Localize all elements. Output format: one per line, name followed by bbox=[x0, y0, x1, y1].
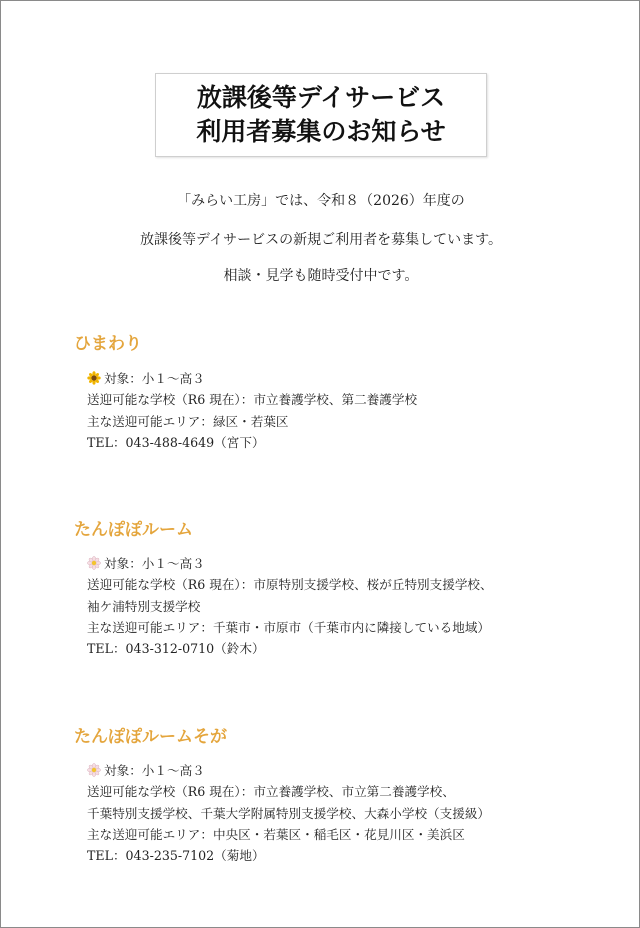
intro-line-3: 相談・見学も随時受付中です。 bbox=[223, 268, 419, 284]
intro-line-1: 「みらい工房」では、令和８（2026）年度の bbox=[177, 193, 465, 209]
target-row bbox=[87, 368, 417, 389]
section-title-tanpopo-room: たんぽぽルーム bbox=[74, 520, 193, 540]
target-row bbox=[87, 760, 490, 781]
section-info-tanpopo-room bbox=[87, 553, 493, 659]
schools-line: 送迎可能な学校（R6 現在）：市立養護学校、第二養護学校 bbox=[87, 392, 418, 408]
section-info-himawari bbox=[87, 368, 417, 453]
area-line: 主な送迎可能エリア：千葉市・市原市（千葉市内に隣接している地域） bbox=[87, 619, 490, 635]
flower-icon bbox=[87, 763, 101, 777]
schools-line: 送迎可能な学校（R6 現在）：市立養護学校、市立第二養護学校、 bbox=[87, 784, 455, 800]
title-line-1: 放課後等デイサービス bbox=[196, 83, 446, 112]
area-line: 主な送迎可能エリア：緑区・若葉区 bbox=[87, 413, 289, 429]
tel-line: TEL：043-312-0710（鈴木） bbox=[87, 641, 265, 657]
title-box bbox=[155, 73, 487, 157]
section-info-tanpopo-room-soga bbox=[87, 760, 490, 866]
section-title-himawari: ひまわり bbox=[74, 334, 142, 354]
schools-line-cont: 袖ケ浦特別支援学校 bbox=[87, 598, 201, 614]
target-text: 対象：小１〜高３ bbox=[104, 763, 205, 778]
target-row bbox=[87, 553, 493, 574]
target-text: 対象：小１〜高３ bbox=[104, 556, 205, 571]
intro-line-2: 放課後等デイサービスの新規ご利用者を募集しています。 bbox=[140, 232, 502, 248]
tel-line: TEL：043-488-4649（宮下） bbox=[87, 434, 265, 450]
title-line-2: 利用者募集のお知らせ bbox=[196, 117, 446, 146]
schools-line-cont: 千葉特別支援学校、千葉大学附属特別支援学校、大森小学校（支援級） bbox=[87, 805, 490, 821]
flower-icon bbox=[87, 556, 101, 570]
schools-line: 送迎可能な学校（R6 現在）：市原特別支援学校、桜が丘特別支援学校、 bbox=[87, 577, 493, 593]
target-text: 対象：小１〜高３ bbox=[104, 371, 205, 386]
area-line: 主な送迎可能エリア：中央区・若葉区・稲毛区・花見川区・美浜区 bbox=[87, 826, 465, 842]
tel-line: TEL：043-235-7102（菊地） bbox=[87, 848, 265, 864]
section-title-tanpopo-room-soga: たんぽぽルームそが bbox=[74, 727, 227, 747]
sunflower-icon bbox=[87, 371, 101, 385]
